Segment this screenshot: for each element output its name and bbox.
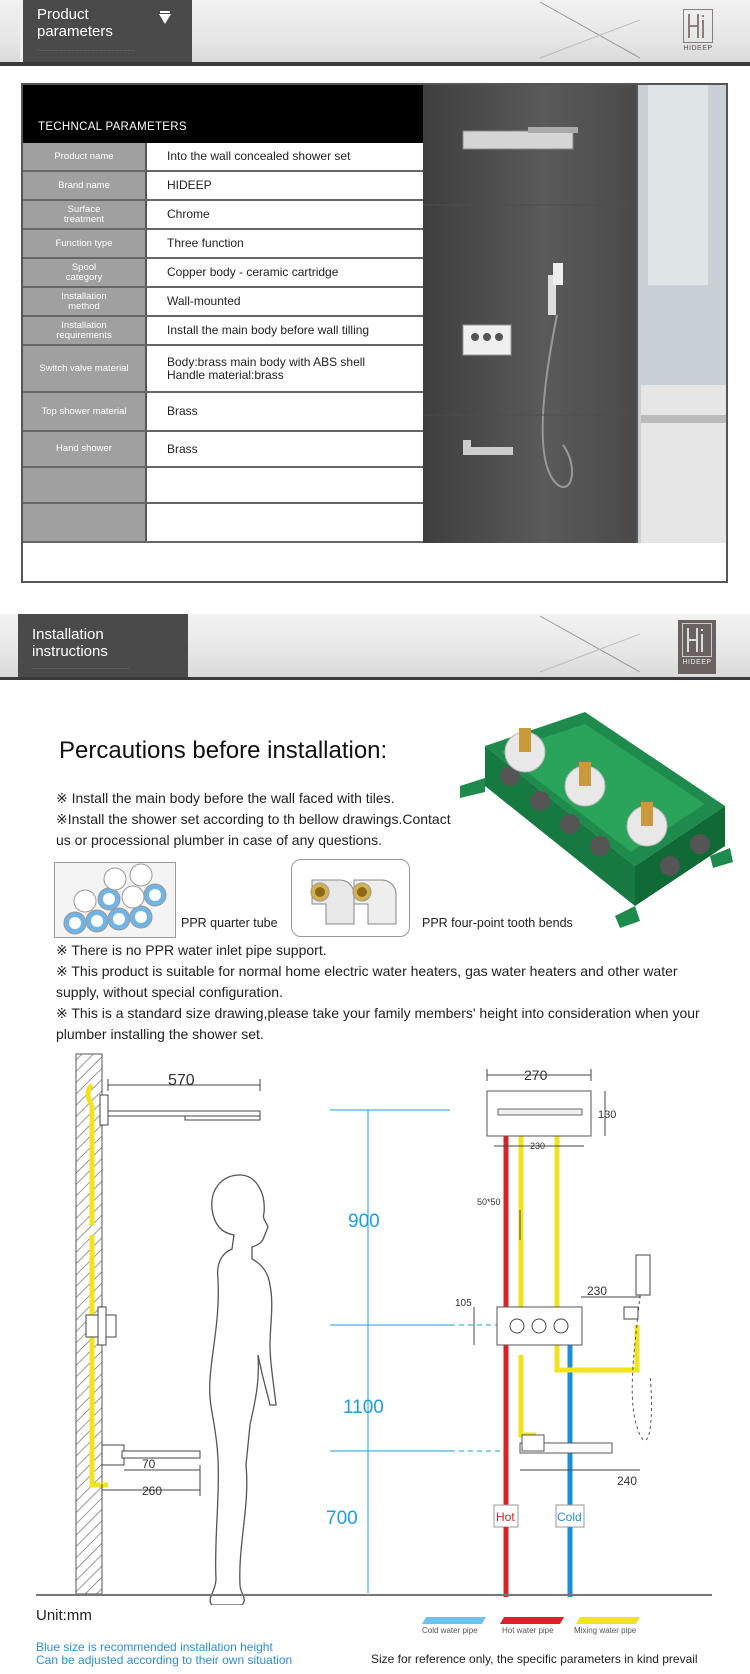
person-silhouette (210, 1175, 276, 1605)
blue-size-note (36, 1641, 292, 1667)
param-label: Spool category (23, 259, 147, 286)
table-row (23, 172, 423, 201)
legend-cold-label: Cold water pipe (422, 1626, 478, 1635)
param-value: Copper body - ceramic cartridge (167, 265, 339, 279)
installation-heading: Percautions before installation: (59, 737, 388, 764)
mixing-pipe (521, 1130, 637, 1435)
installation-drawing (0, 1045, 750, 1605)
param-label (23, 504, 147, 541)
param-value: Wall-mounted (167, 294, 241, 308)
arrow-down-icon (159, 14, 171, 24)
parameters-panel (21, 83, 728, 583)
dim-270: 270 (524, 1067, 548, 1083)
table-row (23, 346, 423, 393)
table-header-title: TECHNCAL PARAMETERS (38, 121, 187, 133)
ppr-bend-image (291, 859, 410, 937)
table-row (23, 432, 423, 468)
dim-260: 260 (142, 1484, 163, 1498)
table-row (23, 201, 423, 230)
table-row (23, 259, 423, 288)
table-row (23, 468, 423, 504)
valve-box-illustration (455, 706, 735, 931)
legend-mix-label: Mixing water pipe (574, 1626, 637, 1635)
section-tab-2 (18, 614, 188, 680)
table-row (23, 143, 423, 172)
param-value (149, 468, 423, 502)
table-row (23, 504, 423, 543)
param-label: Top shower material (23, 393, 147, 430)
dim-130: 130 (598, 1109, 617, 1121)
note-drawings: ※Install the shower set according to th bellow drawings.Contact (56, 811, 451, 827)
param-label (23, 468, 147, 502)
hot-label: Hot (496, 1510, 515, 1524)
dim-900: 900 (348, 1211, 380, 1232)
note-water-heaters: ※ This product is suitable for normal home electric water heaters, gas water heaters and other water supply, without special configuration. (56, 963, 678, 1000)
param-value: Brass (167, 404, 198, 418)
table-row (23, 230, 423, 259)
ppr-tube-image (54, 862, 176, 938)
table-header (23, 85, 423, 143)
dim-230-right: 230 (587, 1284, 608, 1298)
dim-1100: 1100 (343, 1397, 384, 1418)
logo2-text: HIDEEP (682, 659, 712, 666)
cold-label: Cold (557, 1510, 582, 1524)
param-label: Function type (23, 230, 147, 257)
section2-title-line1: Installation (32, 626, 104, 643)
dim-105: 105 (455, 1298, 472, 1309)
installation-instructions-banner (0, 614, 750, 680)
tab-fine-print: ········································································· (37, 48, 135, 53)
dim-240: 240 (617, 1474, 638, 1488)
param-label: Surface treatment (23, 201, 147, 228)
section2-title-line2: instructions (32, 643, 108, 660)
param-label: Installation requirements (23, 317, 147, 344)
param-label: Switch valve material (23, 346, 147, 391)
hideep-logo (681, 9, 715, 57)
param-value: Into the wall concealed shower set (167, 149, 351, 163)
dim-70: 70 (142, 1457, 156, 1471)
unit-label: Unit:mm (36, 1607, 92, 1624)
param-value: Install the main body before wall tilling (167, 323, 370, 337)
product-parameters-banner (0, 0, 750, 66)
shower-product-photo (423, 85, 726, 543)
legend-mix-swatch (576, 1617, 640, 1624)
section-tab (20, 0, 192, 62)
note-contact: us or processional plumber in case of any questions. (56, 832, 383, 848)
note-pipe-support: ※ There is no PPR water inlet pipe support. (56, 942, 327, 958)
note-size-drawing: ※ This is a standard size drawing,please take your family members' height into consideration when your plumber installing the shower set. (56, 1005, 700, 1042)
legend-hot-label: Hot water pipe (502, 1626, 554, 1635)
blue-note-line2: Can be adjusted according to their own situation (36, 1653, 293, 1667)
table-row (23, 288, 423, 317)
legend-hot-swatch (500, 1617, 564, 1624)
logo-text: HIDEEP (683, 45, 713, 52)
param-value: Chrome (167, 207, 210, 221)
param-value: Brass (167, 441, 198, 456)
dim-230-top: 230 (530, 1141, 546, 1151)
hideep-logo-2 (678, 620, 716, 674)
param-label: Product name (23, 143, 147, 170)
tab2-fine-print: ········································································· (32, 666, 130, 671)
param-value: HIDEEP (167, 178, 212, 192)
table-row (23, 393, 423, 432)
param-value: Three function (167, 236, 244, 250)
param-value: Body:brass main body with ABS shell Handle material:brass (167, 354, 366, 382)
param-label: Installation method (23, 288, 147, 315)
reference-note: Size for reference only, the specific parameters in kind prevail (371, 1652, 698, 1666)
dim-50x50: 50*50 (477, 1197, 501, 1207)
blue-note-line1: Blue size is recommended installation height (36, 1640, 273, 1654)
section-title-line2: parameters (37, 23, 113, 40)
param-value (149, 504, 423, 541)
section-title-line1: Product (37, 6, 89, 23)
legend-cold-swatch (422, 1617, 486, 1624)
ppr-bend-label: PPR four-point tooth bends (422, 916, 573, 930)
table-row (23, 317, 423, 346)
param-label: Brand name (23, 172, 147, 199)
dim-700: 700 (326, 1508, 358, 1529)
dim-570: 570 (168, 1072, 195, 1089)
param-label: Hand shower (23, 432, 147, 466)
note-main-body: ※ Install the main body before the wall faced with tiles. (56, 790, 395, 806)
ppr-tube-label: PPR quarter tube (181, 916, 278, 930)
